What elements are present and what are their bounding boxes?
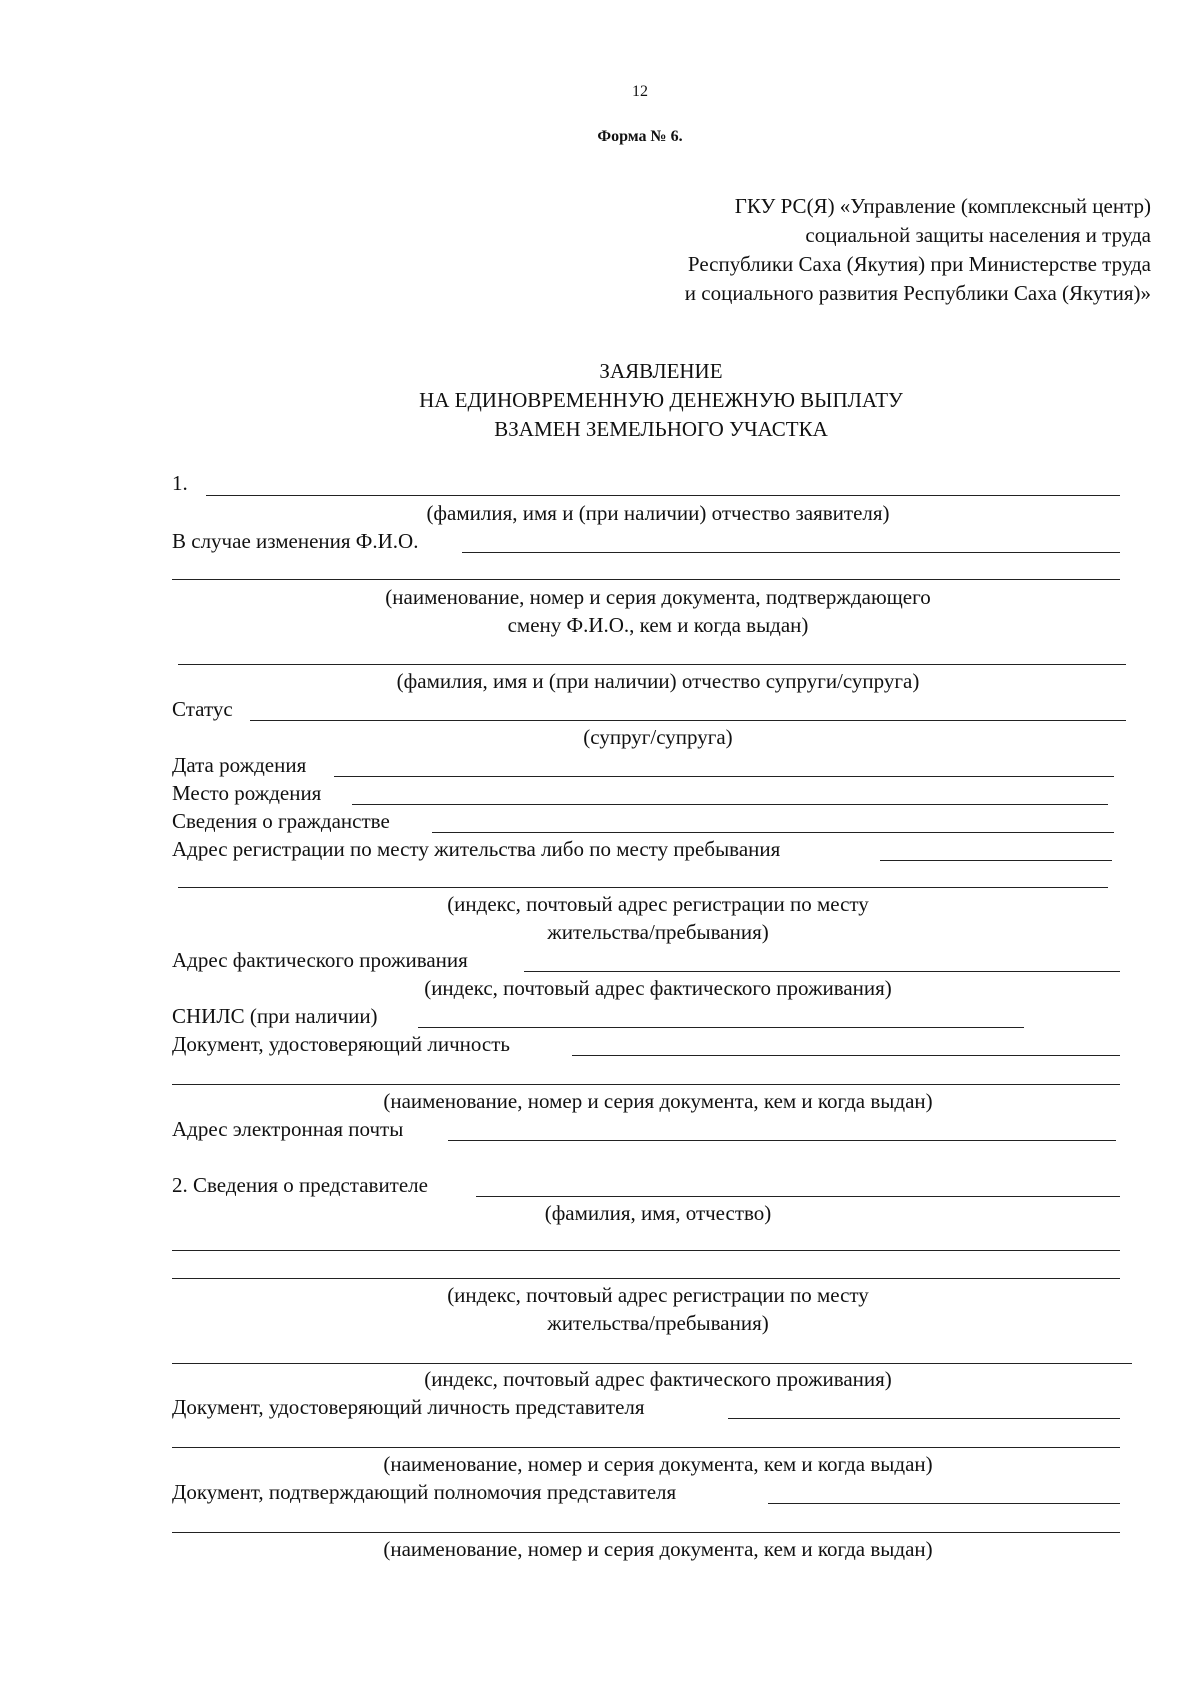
reg-address-field-line-2[interactable] (178, 887, 1108, 888)
birth-date-field[interactable] (334, 776, 1114, 777)
birth-date-label: Дата рождения (172, 753, 307, 777)
reg-address-label: Адрес регистрации по месту жительства либо по месту пребывания (172, 837, 781, 861)
form-number: Форма № 6. (597, 128, 683, 145)
name-change-caption: смену Ф.И.О., кем и когда выдан) (507, 613, 809, 637)
actual-address-caption: (индекс, почтовый адрес фактического проживания) (424, 976, 892, 1000)
citizenship-label: Сведения о гражданстве (172, 809, 390, 833)
status-label: Статус (172, 697, 233, 721)
page-number: 12 (632, 83, 648, 100)
addressee-line: и социального развития Республики Саха (Якутия)» (684, 281, 1151, 305)
representative-reg-address-caption: жительства/пребывания) (547, 1311, 769, 1335)
reg-address-caption: жительства/пребывания) (547, 920, 769, 944)
representative-fio-field[interactable] (476, 1196, 1120, 1197)
birth-place-field[interactable] (352, 804, 1108, 805)
id-doc-label: Документ, удостоверяющий личность (172, 1032, 510, 1056)
name-change-field-line-2[interactable] (172, 579, 1120, 580)
authority-doc-field-line-2[interactable] (172, 1532, 1120, 1533)
authority-doc-field[interactable] (768, 1503, 1120, 1504)
spouse-fio-field[interactable] (178, 664, 1126, 665)
rep-id-doc-caption: (наименование, номер и серия документа, кем и когда выдан) (383, 1452, 933, 1476)
rep-id-doc-label: Документ, удостоверяющий личность представителя (172, 1395, 645, 1419)
representative-reg-address-field[interactable] (172, 1250, 1120, 1251)
birth-place-label: Место рождения (172, 781, 322, 805)
name-change-field[interactable] (462, 552, 1120, 553)
section-1-number: 1. (172, 471, 188, 495)
addressee-line: Республики Саха (Якутия) при Министерстве труда (687, 252, 1151, 276)
email-field[interactable] (448, 1140, 1116, 1141)
reg-address-field[interactable] (880, 860, 1112, 861)
snils-label: СНИЛС (при наличии) (172, 1004, 378, 1028)
representative-fio-caption: (фамилия, имя, отчество) (544, 1201, 772, 1225)
status-caption: (супруг/супруга) (583, 725, 733, 749)
applicant-fio-field[interactable] (206, 495, 1120, 496)
id-doc-caption: (наименование, номер и серия документа, кем и когда выдан) (383, 1089, 933, 1113)
authority-doc-caption: (наименование, номер и серия документа, кем и когда выдан) (383, 1537, 933, 1561)
representative-reg-address-field-line-2[interactable] (172, 1278, 1120, 1279)
representative-reg-address-caption: (индекс, почтовый адрес регистрации по месту (447, 1283, 869, 1307)
rep-id-doc-field[interactable] (728, 1418, 1120, 1419)
snils-field[interactable] (418, 1027, 1024, 1028)
representative-actual-address-field[interactable] (172, 1363, 1132, 1364)
email-label: Адрес электронная почты (172, 1117, 404, 1141)
title-line: ЗАЯВЛЕНИЕ (599, 359, 723, 383)
spouse-fio-caption: (фамилия, имя и (при наличии) отчество супруги/супруга) (396, 669, 920, 693)
representative-actual-address-caption: (индекс, почтовый адрес фактического проживания) (424, 1367, 892, 1391)
title-line: ВЗАМЕН ЗЕМЕЛЬНОГО УЧАСТКА (494, 417, 828, 441)
id-doc-field-line-2[interactable] (172, 1084, 1120, 1085)
rep-id-doc-field-line-2[interactable] (172, 1447, 1120, 1448)
actual-address-label: Адрес фактического проживания (172, 948, 468, 972)
authority-doc-label: Документ, подтверждающий полномочия представителя (172, 1480, 677, 1504)
citizenship-field[interactable] (432, 832, 1114, 833)
title-line: НА ЕДИНОВРЕМЕННУЮ ДЕНЕЖНУЮ ВЫПЛАТУ (419, 388, 903, 412)
addressee-line: ГКУ РС(Я) «Управление (комплексный центр) (734, 194, 1151, 218)
applicant-fio-caption: (фамилия, имя и (при наличии) отчество заявителя) (426, 501, 890, 525)
id-doc-field[interactable] (572, 1055, 1120, 1056)
name-change-label: В случае изменения Ф.И.О. (172, 529, 419, 553)
name-change-caption: (наименование, номер и серия документа, подтверждающего (385, 585, 931, 609)
actual-address-field[interactable] (524, 971, 1120, 972)
reg-address-caption: (индекс, почтовый адрес регистрации по месту (447, 892, 869, 916)
representative-label: 2. Сведения о представителе (172, 1173, 428, 1197)
addressee-line: социальной защиты населения и труда (805, 223, 1151, 247)
status-field[interactable] (250, 720, 1126, 721)
